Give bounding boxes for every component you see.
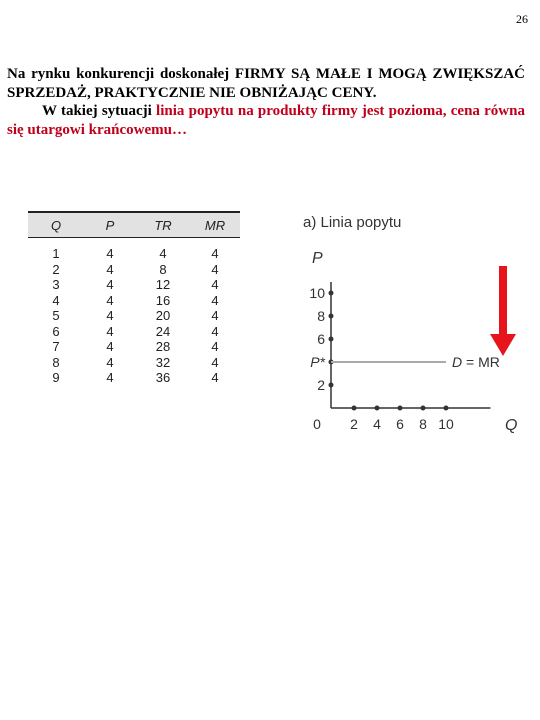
cell-mr: 4 <box>211 246 219 262</box>
cell-mr: 4 <box>211 261 219 277</box>
table-row <box>28 262 240 278</box>
page-number: 26 <box>516 12 528 26</box>
cell-tr: 24 <box>155 323 171 339</box>
cell-mr: 4 <box>211 354 219 370</box>
paragraph-2-highlight: linia popytu na produkty firmy jest pozioma, cena równa się utargowi krańcowemu… <box>7 103 525 138</box>
table-body <box>28 246 240 386</box>
x-tick-label: 4 <box>373 416 381 432</box>
y-tick-dot <box>329 291 334 296</box>
table-header <box>28 211 240 238</box>
cell-p: 4 <box>106 354 114 370</box>
y-tick-label: P* <box>310 354 325 370</box>
x-tick-label: 10 <box>438 416 454 432</box>
paragraph-2 <box>7 102 525 139</box>
x-ticks <box>313 406 454 433</box>
cell-p: 4 <box>106 261 114 277</box>
cell-tr: 16 <box>155 292 171 308</box>
x-tick-label: 8 <box>419 416 427 432</box>
x-tick-label: 2 <box>350 416 358 432</box>
cell-tr: 36 <box>155 370 171 386</box>
table-row <box>28 355 240 371</box>
data-table <box>28 211 240 386</box>
header-p: P <box>105 217 115 233</box>
y-tick-dot <box>329 337 334 342</box>
cell-tr: 32 <box>155 354 171 370</box>
red-arrow <box>490 266 516 356</box>
y-axis-label: P <box>312 250 323 267</box>
table-row <box>28 370 240 386</box>
x-axis-label: Q <box>505 417 518 434</box>
cell-q: 9 <box>52 370 60 386</box>
cell-q: 7 <box>52 339 60 355</box>
cell-mr: 4 <box>211 339 219 355</box>
y-ticks <box>309 285 333 393</box>
x-tick-dot <box>421 406 426 411</box>
y-tick-dot <box>329 383 334 388</box>
cell-mr: 4 <box>211 370 219 386</box>
x-tick-dot <box>398 406 403 411</box>
header-mr: MR <box>204 217 226 233</box>
arrow-shaft <box>499 266 507 336</box>
y-tick-label: 10 <box>309 285 325 301</box>
paragraph-2-text: W takiej sytuacji <box>42 103 157 119</box>
table-row <box>28 339 240 355</box>
y-tick-label: 6 <box>317 331 325 347</box>
cell-tr: 12 <box>155 277 171 293</box>
cell-tr: 8 <box>159 261 167 277</box>
table-row <box>28 277 240 293</box>
x-tick-label: 0 <box>313 416 321 432</box>
cell-q: 5 <box>52 308 60 324</box>
cell-p: 4 <box>106 277 114 293</box>
cell-mr: 4 <box>211 323 219 339</box>
cell-q: 1 <box>52 246 60 262</box>
cell-tr: 20 <box>155 308 171 324</box>
cell-q: 4 <box>52 292 60 308</box>
header-tr: TR <box>154 217 172 233</box>
x-tick-dot <box>352 406 357 411</box>
cell-q: 6 <box>52 323 60 339</box>
chart-axes <box>331 282 491 408</box>
cell-q: 3 <box>52 277 60 293</box>
cell-mr: 4 <box>211 292 219 308</box>
chart-title: a) Linia popytu <box>303 214 402 231</box>
arrow-head <box>490 334 516 356</box>
cell-p: 4 <box>106 246 114 262</box>
cell-p: 4 <box>106 339 114 355</box>
header-q: Q <box>50 217 62 233</box>
cell-p: 4 <box>106 370 114 386</box>
cell-mr: 4 <box>211 308 219 324</box>
cell-tr: 4 <box>159 246 167 262</box>
table-row <box>28 324 240 340</box>
cell-p: 4 <box>106 323 114 339</box>
series-layer <box>331 354 500 370</box>
x-tick-dot <box>444 406 449 411</box>
x-tick-label: 6 <box>396 416 404 432</box>
y-tick-label: 2 <box>317 377 325 393</box>
table-row <box>28 246 240 262</box>
cell-q: 2 <box>52 261 60 277</box>
table-row <box>28 308 240 324</box>
series-label: D = MR <box>452 354 500 370</box>
cell-q: 8 <box>52 354 60 370</box>
x-tick-dot <box>375 406 380 411</box>
cell-mr: 4 <box>211 277 219 293</box>
cell-p: 4 <box>106 308 114 324</box>
paragraph-1: Na rynku konkurencji doskonałej FIRMY SĄ MAŁE I MOGĄ ZWIĘKSZAĆ SPRZEDAŻ, PRAKTYCZNIE NIE OBNIŻAJĄC CENY. <box>7 66 525 101</box>
table-row <box>28 293 240 309</box>
cell-p: 4 <box>106 292 114 308</box>
text-block <box>7 65 525 139</box>
cell-tr: 28 <box>155 339 171 355</box>
y-tick-dot <box>329 314 334 319</box>
y-tick-label: 8 <box>317 308 325 324</box>
demand-chart <box>295 205 530 440</box>
